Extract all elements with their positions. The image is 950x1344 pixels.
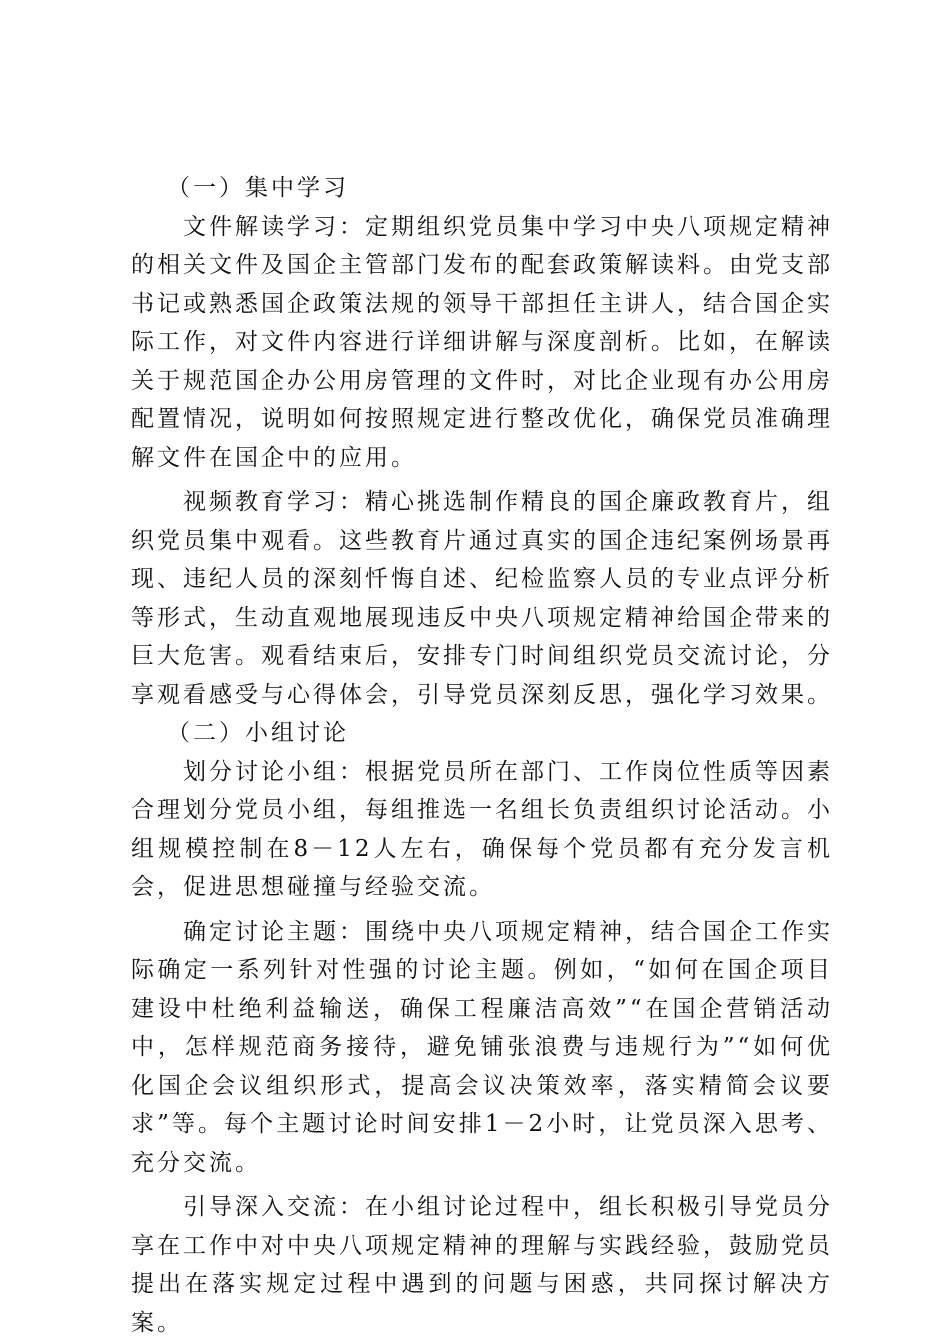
section-heading-1: （一）集中学习: [167, 175, 349, 201]
paragraph-discussion-topics: 确定讨论主题：围绕中央八项规定精神，结合国企工作实际确定一系列针对性强的讨论主题。例如，“如何在国企项目建设中杜绝利益输送，确保工程廉洁高效”“在国企营销活动中，怎样规范商务接待，避免铺张浪费与违规行为”“如何优化国企会议组织形式，提高会议决策效率，落实精简会议要求”等。每个主题讨论时间安排1－2小时，让党员深入思考、充分交流。: [131, 918, 833, 1176]
paragraph-file-study: 文件解读学习：定期组织党员集中学习中央八项规定精神的相关文件及国企主管部门发布的配套政策解读料。由党支部书记或熟悉国企政策法规的领导干部担任主讲人，结合国企实际工作，对文件内容进行详细讲解与深度剖析。比如，在解读关于规范国企办公用房管理的文件时，对比企业现有办公用房配置情况，说明如何按照规定进行整改优化，确保党员准确理解文件在国企中的应用。: [131, 213, 833, 471]
section-heading-2: （二）小组讨论: [167, 720, 349, 746]
paragraph-group-division: 划分讨论小组：根据党员所在部门、工作岗位性质等因素合理划分党员小组，每组推选一名组长负责组织讨论活动。小组规模控制在8－12人左右，确保每个党员都有充分发言机会，促进思想碰撞与经验交流。: [131, 758, 833, 900]
paragraph-deep-exchange: 引导深入交流：在小组讨论过程中，组长积极引导党员分享在工作中对中央八项规定精神的理解与实践经验，鼓励党员提出在落实规定过程中遇到的问题与困惑，共同探讨解决方案。: [131, 1194, 833, 1336]
document-body: [131, 169, 833, 1342]
paragraph-video-study: 视频教育学习：精心挑选制作精良的国企廉政教育片，组织党员集中观看。这些教育片通过真实的国企违纪案例场景再现、违纪人员的深刻忏悔自述、纪检监察人员的专业点评分析等形式，生动直观地展现违反中央八项规定精神给国企带来的巨大危害。观看结束后，安排专门时间组织党员交流讨论，分享观看感受与心得体会，引导党员深刻反思，强化学习效果。: [131, 489, 833, 708]
